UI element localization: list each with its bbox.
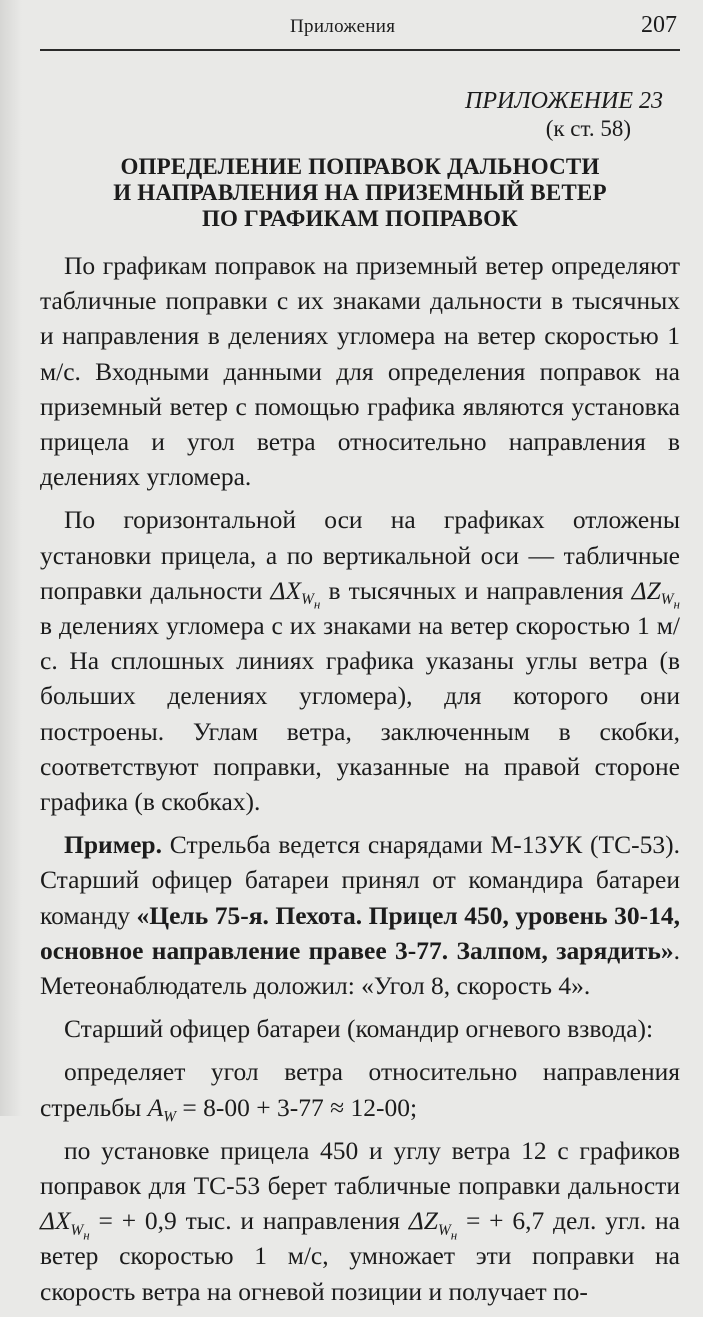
fire-command: «Цель 75-я. Пехота. Прицел 450, уровень 30-14, основное направление правее 3-77. Залпом, зарядить» xyxy=(40,900,680,965)
paragraph-6: по установке прицела 450 и углу ветра 12 с графиков поправок для ТС-53 берет табличные поправки дальности $\Delta X_{W_н}$ = + 0,9 тыс. и направления $\Delta Z_{W_н}$ = + 6,7 дел. угл. на ветер скоростью 1 м/с, умножает эти поправки на скорость ветра на огневой позиции и получает по- xyxy=(40,1135,680,1306)
delta-z-wh-symbol: $\Delta Z_{W_н}$ xyxy=(631,575,680,612)
paragraph-3-example: Пример. Стрельба ведется снарядами М-13УК (ТС-53). Старший офицер батареи принял от командира батареи команду «Цель 75-я. Пехота. Прицел 450, уровень 30-14, основное направление правее 3-77. Залпом, зарядить». Метеонаблюдатель доложил: «Угол 8, скорость 4». xyxy=(40,830,680,1001)
paragraph-2: По горизонтальной оси на графиках отложены установки прицела, а по вертикальной оси — табличные поправки дальности $\Delta X_{W_н}$ в тысячных и направления $\Delta Z_{W_н}$ в делениях угломера с их знаками на ветер скоростью 1 м/с. На сплошных линиях графика указаны углы ветра (в больших делениях угломера), для которого они построены. Углам ветра, заключенным в скобки, соответствуют поправки, указанные на правой стороне графика (в скобках). xyxy=(40,505,680,817)
delta-x-wh-symbol: $\Delta X_{W_н}$ xyxy=(270,575,321,612)
title-line-1: ОПРЕДЕЛЕНИЕ ПОПРАВОК ДАЛЬНОСТИ xyxy=(120,154,600,179)
page-number: 207 xyxy=(641,12,677,38)
appendix-label: ПРИЛОЖЕНИЕ 23 xyxy=(465,88,663,114)
example-label: Пример. xyxy=(64,830,162,860)
delta-x-wh-symbol-2: $\Delta X_{W_н}$ xyxy=(40,1206,90,1243)
header-divider xyxy=(40,49,680,51)
paragraph-1: По графикам поправок на приземный ветер определяют табличные поправки с их знаками дальности в тысячных и направления в делениях угломера на ветер скоростью 1 м/с. Входными данными для определения поправок на приземный ветер с помощью графика являются установка прицела и угол ветра относительно направления в делениях угломера. xyxy=(40,251,680,492)
body-text xyxy=(40,248,680,1317)
title-line-2: И НАПРАВЛЕНИЯ НА ПРИЗЕМНЫЙ ВЕТЕР xyxy=(113,180,607,205)
title-line-3: ПО ГРАФИКАМ ПОПРАВОК xyxy=(201,206,519,231)
scan-edge-shadow xyxy=(0,0,22,1116)
appendix-reference: (к ст. 58) xyxy=(545,116,631,141)
running-header: Приложения xyxy=(290,16,396,37)
paragraph-4: Старший офицер батареи (командир огневого взвода): xyxy=(64,1014,654,1044)
delta-z-wh-symbol-2: $\Delta Z_{W_н}$ xyxy=(408,1206,458,1243)
paragraph-5: определяет угол ветра относительно направления стрельбы $A_W = 8-00 + 3-77 \approx 12-00$; xyxy=(40,1057,680,1126)
section-title xyxy=(60,154,660,232)
a-w-symbol: $A_W$ xyxy=(147,1092,177,1126)
